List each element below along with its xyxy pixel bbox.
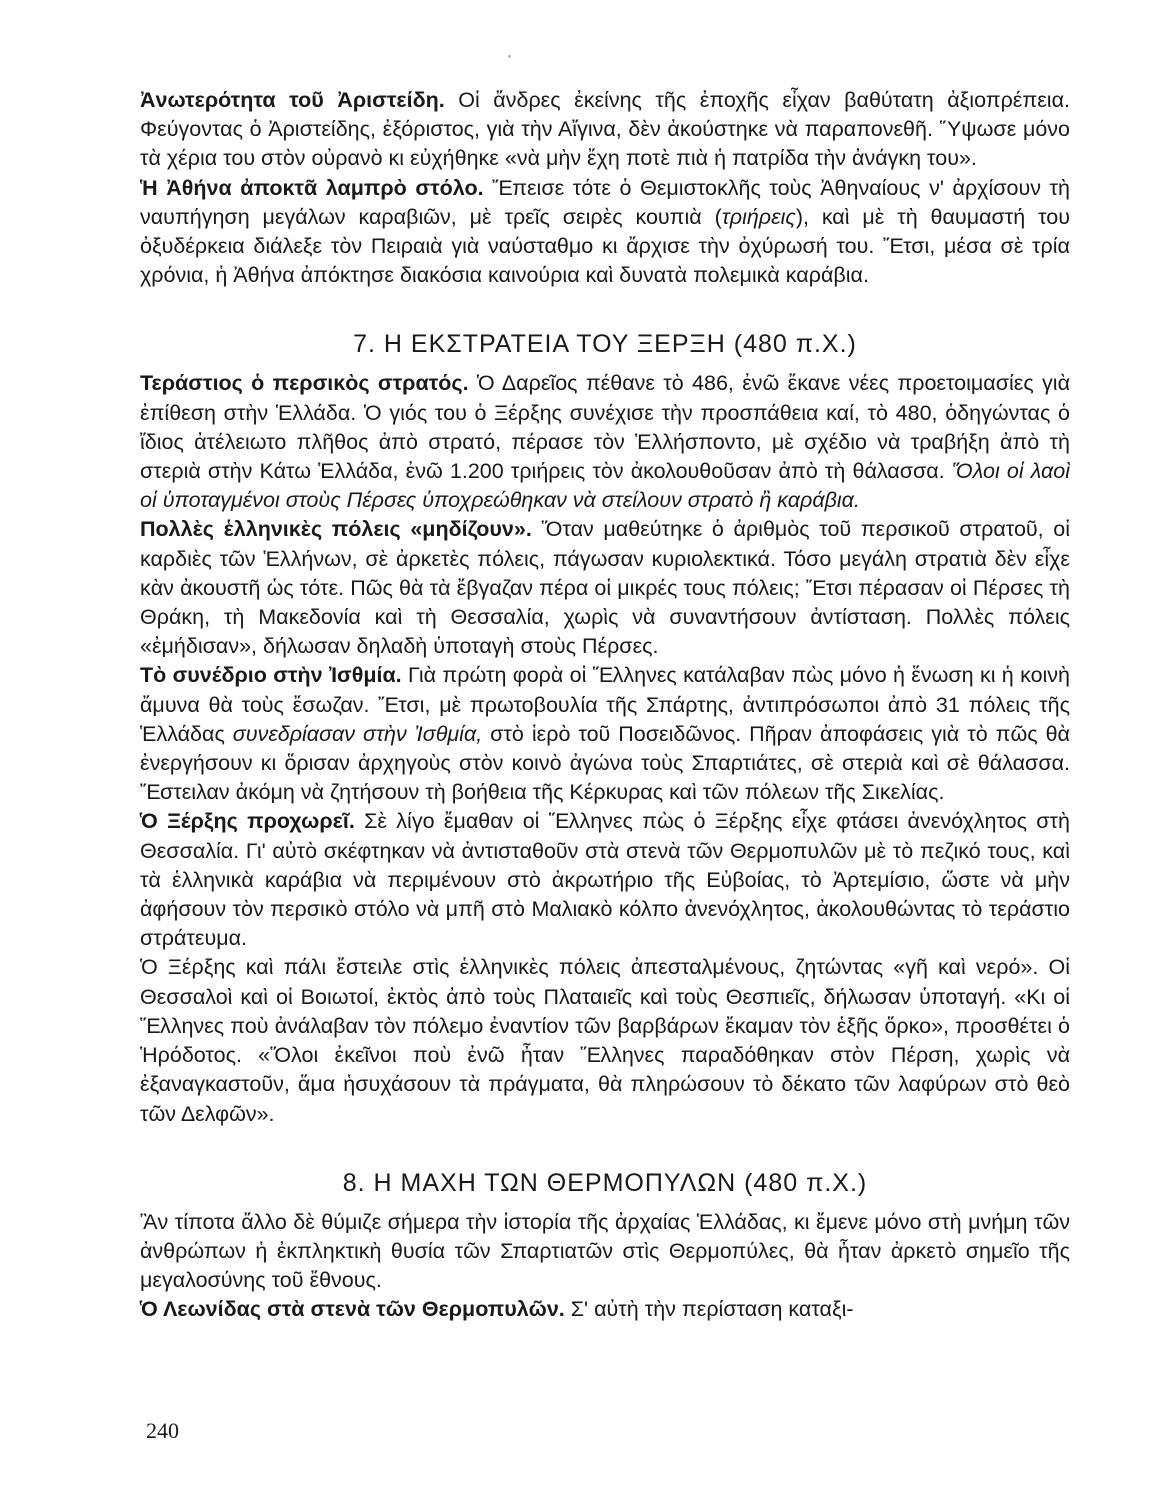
scan-speck	[508, 55, 511, 58]
paragraph-title: Ὁ Λεωνίδας στὰ στενὰ τῶν Θερμοπυλῶν.	[140, 1297, 565, 1322]
paragraph-title: Ὁ Ξέρξης προχωρεῖ.	[140, 809, 355, 834]
paragraph-leonidas	[140, 1295, 1070, 1324]
section-heading-8: 8. Η ΜΑΧΗ ΤΩΝ ΘΕΡΜΟΠΥΛΩΝ (480 π.Χ.)	[342, 1168, 868, 1197]
paragraph-text: Γιὰ πρώτη φορὰ οἱ Ἕλληνες κατάλαβαν πὼς μόνο ἡ ἕνωση κι ἡ κοινὴ ἄμυνα θὰ τοὺς ἔσωζαν. Ἔτσι, μὲ πρωτοβουλία τῆς Σπάρτης, ἀντιπρόσωποι ἀπὸ 31 πόλεις τῆς Ἑλλάδας	[140, 663, 1071, 746]
paragraph-text: Σ' αὐτὴ τὴν περίσταση καταξι-	[564, 1297, 854, 1322]
paragraph-text: Ἂν τίποτα ἄλλο δὲ θύμιζε σήμερα τὴν ἱστορία τῆς ἀρχαίας Ἑλλάδας, κι ἔμενε μόνο στὴ μνήμη τῶν ἀνθρώπων ἡ ἐκπληκτικὴ θυσία τῶν Σπαρτιατῶν στὶς Θερμοπύλες, θὰ ἦταν ἀρκετὸ σημεῖο τῆς μεγαλοσύνης τοῦ ἔθνους.	[140, 1209, 1070, 1293]
paragraph-title: Τὸ συνέδριο στὴν Ἰσθμία.	[140, 663, 402, 688]
paragraph-title: Τεράστιος ὁ περσικὸς στρατός.	[140, 371, 469, 396]
paragraph-title: Πολλὲς ἑλληνικὲς πόλεις «μηδίζουν».	[140, 517, 532, 542]
paragraph-persian-army	[140, 369, 1070, 515]
paragraph-thermopylae-intro	[140, 1208, 1070, 1296]
paragraph-text: Ὁ Δαρεῖος πέθανε τὸ 486, ἐνῶ ἔκανε νέες προετοιμασίες γιὰ ἐπίθεση στὴν Ἑλλάδα. Ὁ γιός του ὁ Ξέρξης συνέχισε τὴν προσπάθεια καί, τὸ 480, ὁδηγώντας ὁ ἴδιος ἀτέλειωτο πλῆθος ἀπὸ στρατό, πέρασε τὸν Ἑλλήσποντο, μὲ σχέδιο νὰ τραβήξη ἀπὸ τὴ στεριὰ στὴν Κάτω Ἑλλάδα, ἐνῶ 1.200 τριήρεις τὸν ἀκολουθοῦσαν ἀπὸ τὴ θάλασσα.	[140, 371, 1070, 484]
page-content	[140, 86, 1070, 1325]
paragraph-text: Σὲ λίγο ἔμαθαν οἱ Ἕλληνες πὼς ὁ Ξέρξης εἶχε φτάσει ἀνενόχλητος στὴ Θεσσαλία. Γι' αὐτὸ σκέφτηκαν νὰ ἀντισταθοῦν στὰ στενὰ τῶν Θερμοπυλῶν μὲ τὸ πεζικό τους, καὶ τὰ ἑλληνικὰ καράβια νὰ περιμένουν στὸ ἀκρωτήριο τῆς Εὐβοίας, τὸ Ἀρτεμίσιο, ὥστε νὰ μὴν ἀφήσουν τὸν περσικὸ στόλο νὰ μπῆ στὸ Μαλιακὸ κόλπο ἀνενόχλητος, ἀκολουθώντας τὸ τεράστιο στράτευμα.	[140, 809, 1070, 951]
page-number: 240	[146, 1418, 179, 1443]
paragraph-italic: τριήρεις	[721, 204, 796, 229]
paragraph-text: ), καὶ μὲ τὴ θαυμαστή του ὀξυδέρκεια διάλεξε τὸν Πειραιὰ γιὰ ναύσταθμο κι ἄρχισε τὴν ὀχύρωσή του. Ἔτσι, μέσα σὲ τρία χρόνια, ἡ Ἀθήνα ἀπόκτησε διακόσια καινούρια καὶ δυνατὰ πολεμικὰ καράβια.	[140, 204, 1071, 288]
paragraph-medizing-cities	[140, 515, 1070, 661]
paragraph-italic: συνεδρίασαν στὴν Ἰσθμία,	[232, 721, 483, 746]
paragraph-text: Ὅταν μαθεύτηκε ὁ ἀριθμὸς τοῦ περσικοῦ στρατοῦ, οἱ καρδιὲς τῶν Ἑλλήνων, σὲ ἀρκετὲς πόλεις, πάγωσαν κυριολεκτικά. Τόσο μεγάλη στρατιὰ δὲν εἶχε κὰν ἀκουστῆ ὡς τότε. Πῶς θὰ τὰ ἔβγαζαν πέρα οἱ μικρές τους πόλεις; Ἔτσι πέρασαν οἱ Πέρσες τὴ Θράκη, τὴ Μακεδονία καὶ τὴ Θεσσαλία, χωρὶς νὰ συναντήσουν ἀντίσταση. Πολλὲς πόλεις «ἐμήδισαν», δήλωσαν δηλαδὴ ὑποταγὴ στοὺς Πέρσες.	[140, 517, 1071, 659]
paragraph-text: Ἔπεισε τότε ὁ Θεμιστοκλῆς τοὺς Ἀθηναίους ν' ἀρχίσουν τὴ ναυπήγηση μεγάλων καραβιῶν, μὲ τρεῖς σειρὲς κουπιὰ (	[140, 175, 1070, 229]
paragraph-athens-fleet	[140, 174, 1070, 291]
paragraph-title: Ἀνωτερότητα τοῦ Ἀριστείδη.	[140, 88, 445, 112]
paragraph-title: Ἡ Ἀθήνα ἀποκτᾶ λαμπρὸ στόλο.	[140, 175, 484, 200]
paragraph-earth-and-water	[140, 953, 1070, 1128]
paragraph-xerxes-advances	[140, 807, 1070, 953]
section-heading-7: 7. Η ΕΚΣΤΡΑΤΕΙΑ ΤΟΥ ΞΕΡΞΗ (480 π.Χ.)	[353, 330, 857, 359]
paragraph-italic: Ὅλοι οἱ λαοὶ οἱ ὑποταγμένοι στοὺς Πέρσες ὑποχρεώθηκαν νὰ στείλουν στρατὸ ἢ καράβια.	[140, 459, 1070, 513]
paragraph-text: Ὁ Ξέρξης καὶ πάλι ἔστειλε στὶς ἑλληνικὲς πόλεις ἀπεσταλμένους, ζητώντας «γῆ καὶ νερό». Οἱ Θεσσαλοὶ καὶ οἱ Βοιωτοί, ἐκτὸς ἀπὸ τοὺς Πλαταιεῖς καὶ τοὺς Θεσπιεῖς, δήλωσαν ὑποταγή. «Κι οἱ Ἕλληνες ποὺ ἀνάλαβαν τὸν πόλεμο ἐναντίον τῶν βαρβάρων ἔκαμαν τὸν ἑξῆς ὅρκο», προσθέτει ὁ Ἡρόδοτος. «Ὅλοι ἐκεῖνοι ποὺ ἐνῶ ἦταν Ἕλληνες παραδόθηκαν στὸν Πέρση, χωρὶς νὰ ἐξαναγκαστοῦν, ἅμα ἡσυχάσουν τὰ πράγματα, θὰ πληρώσουν τὸ δέκατο τῶν λαφύρων στὸ θεὸ τῶν Δελφῶν».	[140, 955, 1070, 1126]
paragraph-isthmia-congress	[140, 661, 1070, 807]
paragraph-text: Οἱ ἄνδρες ἐκείνης τῆς ἐποχῆς εἶχαν βαθύτατη ἀξιοπρέπεια. Φεύγοντας ὁ Ἀριστείδης, ἐξόριστος, γιὰ τὴν Αἴγινα, δὲν ἀκούστηκε νὰ παραπονεθῆ. Ὕψωσε μόνο τὰ χέρια του στὸν οὐρανὸ κι εὐχήθηκε «νὰ μὴν ἔχη ποτὲ πιὰ ἡ πατρίδα τὴν ἀνάγκη του».	[140, 88, 1070, 171]
paragraph-aristeides	[140, 86, 1070, 174]
paragraph-text: στὸ ἱερὸ τοῦ Ποσειδῶνος. Πῆραν ἀποφάσεις γιὰ τὸ πῶς θὰ ἐνεργήσουν κι ὅρισαν ἀρχηγοὺς στὸν κοινὸ ἀγώνα τοὺς Σπαρτιάτες, σὲ στεριὰ καὶ σὲ θάλασσα. Ἔστειλαν ἀκόμη νὰ ζητήσουν τὴ βοήθεια τῆς Κέρκυρας καὶ τῶν πόλεων τῆς Σικελίας.	[140, 721, 1070, 805]
